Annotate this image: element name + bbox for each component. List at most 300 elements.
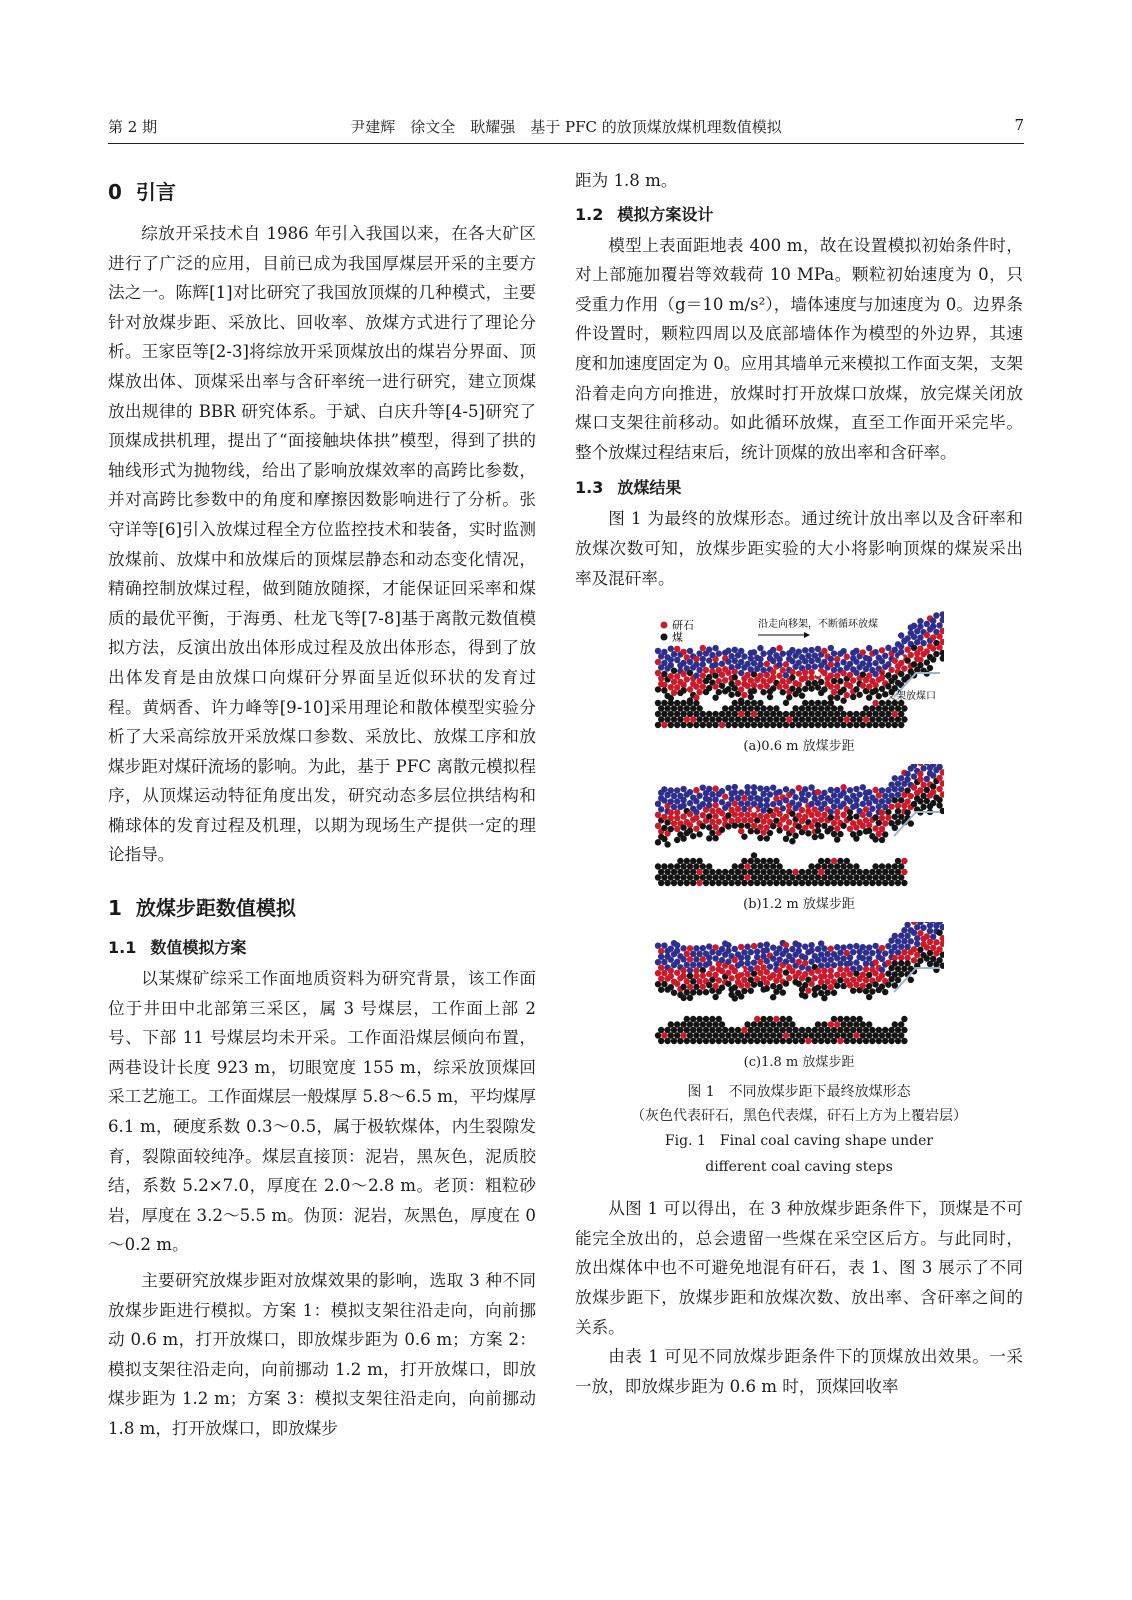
particle <box>892 658 898 664</box>
particle <box>767 830 773 836</box>
goaf-particle <box>882 1038 888 1044</box>
particle <box>885 661 891 667</box>
goaf-particle <box>674 700 680 706</box>
goaf-particle <box>773 716 779 722</box>
goaf-particle <box>754 869 760 875</box>
subcaption-c: (c)1.8 m 放煤步距 <box>743 1055 855 1071</box>
particle <box>709 966 715 972</box>
goaf-particle <box>879 711 885 717</box>
particle <box>840 801 846 807</box>
goaf-particle <box>706 874 712 880</box>
goaf-particle <box>796 722 802 728</box>
figure-caption-en-1: Fig. 1 Final coal caving shape under <box>664 1133 934 1150</box>
particle <box>904 922 910 928</box>
particle <box>719 968 725 974</box>
goaf-particle <box>728 880 734 886</box>
goaf-particle <box>738 700 744 706</box>
goaf-particle <box>751 711 757 717</box>
goaf-particle <box>872 1032 878 1038</box>
goaf-particle <box>837 1038 843 1044</box>
goaf-particle <box>658 716 664 722</box>
particle <box>898 960 904 966</box>
particle <box>828 984 834 990</box>
particle <box>668 984 674 990</box>
particle <box>655 812 661 818</box>
goaf-particle <box>716 869 722 875</box>
particle <box>872 943 878 949</box>
particle <box>671 990 677 996</box>
particle <box>725 686 731 692</box>
goaf-particle <box>853 863 859 869</box>
particle <box>860 972 866 978</box>
particle <box>748 988 754 994</box>
goaf-particle <box>780 1016 786 1022</box>
particle <box>882 831 888 837</box>
particle <box>738 790 744 796</box>
goaf-particle <box>821 1021 827 1027</box>
particle <box>882 820 888 826</box>
particle <box>892 775 898 781</box>
goaf-particle <box>831 869 837 875</box>
particle <box>661 786 667 792</box>
goaf-particle <box>773 705 779 711</box>
figure-caption-cn-note: （灰色代表矸石，黑色代表煤，矸石上方为上覆岩层） <box>631 1108 967 1125</box>
goaf-particle <box>866 722 872 728</box>
goaf-particle <box>722 1027 728 1033</box>
goaf-particle <box>802 711 808 717</box>
goaf-particle <box>706 1021 712 1027</box>
particle <box>796 682 802 688</box>
goaf-particle <box>876 869 882 875</box>
particle <box>860 983 866 989</box>
particle <box>700 973 706 979</box>
particle <box>668 968 674 974</box>
particle <box>802 971 808 977</box>
goaf-particle <box>799 880 805 886</box>
particle <box>744 683 750 689</box>
particle <box>725 981 731 987</box>
particle <box>815 646 821 652</box>
particle <box>872 798 878 804</box>
goaf-particle <box>722 880 728 886</box>
particle <box>828 809 834 815</box>
void-particle <box>899 655 904 660</box>
particle <box>786 819 792 825</box>
particle <box>789 827 795 833</box>
goaf-particle <box>738 1032 744 1038</box>
goaf-particle <box>837 705 843 711</box>
goaf-particle <box>655 700 661 706</box>
particle <box>668 673 674 679</box>
goaf-particle <box>671 1038 677 1044</box>
particle <box>770 945 776 951</box>
goaf-particle <box>712 722 718 728</box>
particle <box>776 662 782 668</box>
particle <box>885 798 891 804</box>
goaf-particle <box>840 1021 846 1027</box>
particle <box>712 673 718 679</box>
particle <box>712 786 718 792</box>
goaf-particle <box>863 880 869 886</box>
particle <box>674 815 680 821</box>
goaf-particle <box>824 1027 830 1033</box>
particle <box>719 985 725 991</box>
goaf-particle <box>872 700 878 706</box>
particle <box>658 976 664 982</box>
particle <box>706 960 712 966</box>
particle <box>712 797 718 803</box>
particle <box>661 836 667 842</box>
goaf-particle <box>767 705 773 711</box>
particle <box>821 968 827 974</box>
goaf-particle <box>898 722 904 728</box>
particle <box>812 664 818 670</box>
particle <box>808 812 814 818</box>
particle <box>680 671 686 677</box>
particle <box>684 978 690 984</box>
particle <box>671 793 677 799</box>
goaf-particle <box>661 722 667 728</box>
goaf-particle <box>773 1016 779 1022</box>
goaf-particle <box>751 863 757 869</box>
particle <box>684 951 690 957</box>
particle <box>853 982 859 988</box>
particle <box>901 938 907 944</box>
particle <box>879 983 885 989</box>
goaf-particle <box>770 863 776 869</box>
goaf-particle <box>837 716 843 722</box>
particle <box>668 657 674 663</box>
goaf-particle <box>757 711 763 717</box>
goaf-particle <box>850 869 856 875</box>
goaf-particle <box>815 700 821 706</box>
particle <box>879 809 885 815</box>
goaf-particle <box>850 1016 856 1022</box>
particle <box>840 659 846 665</box>
goaf-particle <box>741 705 747 711</box>
particle <box>879 837 885 843</box>
goaf-particle <box>844 869 850 875</box>
goaf-particle <box>824 716 830 722</box>
particle <box>834 673 840 679</box>
particle <box>680 967 686 973</box>
particle <box>687 686 693 692</box>
particle <box>888 667 894 673</box>
goaf-particle <box>719 1021 725 1027</box>
particle <box>940 952 944 958</box>
particle <box>892 786 898 792</box>
particle <box>732 789 738 795</box>
table-discussion-paragraph: 由表 1 可见不同放煤步距条件下的顶煤放出效果。一采一放，即放煤步距为 0.6 m 时，顶煤回收率 <box>575 1347 1023 1396</box>
goaf-particle <box>789 711 795 717</box>
goaf-particle <box>696 869 702 875</box>
goaf-particle <box>789 1032 795 1038</box>
particle <box>898 971 904 977</box>
particle <box>930 800 936 806</box>
particle <box>764 824 770 830</box>
goaf-particle <box>895 1038 901 1044</box>
particle <box>837 966 843 972</box>
goaf-particle <box>885 722 891 728</box>
goaf-particle <box>856 1016 862 1022</box>
particle <box>917 947 923 953</box>
particle <box>706 944 712 950</box>
particle <box>936 633 942 639</box>
particle <box>770 647 776 653</box>
particle <box>674 657 680 663</box>
particle <box>936 775 942 781</box>
particle <box>712 944 718 950</box>
particle <box>847 787 853 793</box>
goaf-particle <box>821 863 827 869</box>
particle <box>751 790 757 796</box>
particle <box>812 975 818 981</box>
particle <box>741 795 747 801</box>
particle <box>812 992 818 998</box>
particle <box>837 831 843 837</box>
goaf-particle <box>687 711 693 717</box>
goaf-particle <box>709 1027 715 1033</box>
particle <box>802 955 808 961</box>
particle <box>738 982 744 988</box>
goaf-particle <box>853 711 859 717</box>
particle <box>940 935 944 941</box>
particle <box>674 826 680 832</box>
particle <box>808 981 814 987</box>
goaf-particle <box>821 700 827 706</box>
goaf-particle <box>732 874 738 880</box>
section-0-heading: 0 引言 <box>108 180 176 204</box>
goaf-particle <box>853 1032 859 1038</box>
particle <box>869 806 875 812</box>
particle <box>706 647 712 653</box>
particle <box>831 990 837 996</box>
goaf-particle <box>760 1038 766 1044</box>
particle <box>668 662 674 668</box>
particle <box>696 989 702 995</box>
particle <box>885 645 891 651</box>
subcaption-a: (a)0.6 m 放煤步距 <box>743 739 855 755</box>
goaf-particle <box>757 874 763 880</box>
particle <box>828 661 834 667</box>
goaf-particle <box>767 880 773 886</box>
particle <box>879 658 885 664</box>
goaf-particle <box>690 1038 696 1044</box>
goaf-particle <box>732 863 738 869</box>
goaf-particle <box>885 874 891 880</box>
particle <box>872 649 878 655</box>
particle <box>860 649 866 655</box>
goaf-particle <box>674 1032 680 1038</box>
goaf-particle <box>850 716 856 722</box>
particle <box>805 792 811 798</box>
goaf-particle <box>767 869 773 875</box>
particle <box>847 971 853 977</box>
particle <box>834 684 840 690</box>
goaf-particle <box>844 858 850 864</box>
goaf-particle <box>700 722 706 728</box>
particle <box>735 795 741 801</box>
goaf-particle <box>744 722 750 728</box>
particle <box>719 810 725 816</box>
particle <box>783 786 789 792</box>
particle <box>940 780 944 786</box>
particle <box>706 955 712 961</box>
goaf-particle <box>892 711 898 717</box>
particle <box>744 812 750 818</box>
figure-discussion-paragraph: 从图 1 可以得出，在 3 种放煤步距条件下，顶煤是不可能完全放出的，总会遗留一些煤在采空区后方。与此同时，放出煤体中也不可避免地混有矸石，表 1、图 3 展示了不同放煤步距下，放煤步距和放煤次数、放出率、含矸率之间的关系。 <box>575 1199 1023 1337</box>
goaf-particle <box>658 880 664 886</box>
particle <box>847 798 853 804</box>
goaf-particle <box>728 869 734 875</box>
particle <box>824 951 830 957</box>
particle <box>789 811 795 817</box>
figure-caption-cn: 图 1 不同放煤步距下最终放煤形态 <box>687 1084 911 1101</box>
particle <box>690 978 696 984</box>
goaf-particle <box>786 1027 792 1033</box>
goaf-particle <box>738 722 744 728</box>
goaf-particle <box>661 700 667 706</box>
particle <box>700 812 706 818</box>
particle <box>860 801 866 807</box>
particle <box>853 659 859 665</box>
particle <box>706 685 712 691</box>
particle <box>808 942 814 948</box>
void-particle <box>816 671 821 676</box>
particle <box>895 781 901 787</box>
particle <box>738 686 744 692</box>
goaf-particle <box>866 874 872 880</box>
particle <box>668 787 674 793</box>
goaf-particle <box>760 858 766 864</box>
goaf-particle <box>754 1027 760 1033</box>
goaf-particle <box>888 705 894 711</box>
particle <box>895 949 901 955</box>
particle <box>687 995 693 1001</box>
particle <box>674 959 680 965</box>
goaf-particle <box>696 716 702 722</box>
particle <box>879 669 885 675</box>
goaf-particle <box>770 874 776 880</box>
particle <box>770 994 776 1000</box>
particle <box>924 955 930 961</box>
goaf-particle <box>751 722 757 728</box>
goaf-particle <box>901 1016 907 1022</box>
particle <box>674 787 680 793</box>
goaf-particle <box>895 869 901 875</box>
goaf-particle <box>828 863 834 869</box>
goaf-particle <box>818 716 824 722</box>
goaf-particle <box>882 880 888 886</box>
particle <box>898 933 904 939</box>
particle <box>834 695 840 701</box>
goaf-particle <box>863 705 869 711</box>
particle <box>898 660 904 666</box>
goaf-particle <box>831 858 837 864</box>
particle <box>696 831 702 837</box>
particle <box>661 682 667 688</box>
particle <box>802 647 808 653</box>
particle <box>860 823 866 829</box>
particle <box>940 628 944 634</box>
particle <box>802 686 808 692</box>
goaf-particle <box>712 1032 718 1038</box>
particle <box>719 827 725 833</box>
particle <box>744 971 750 977</box>
goaf-particle <box>655 722 661 728</box>
goaf-particle <box>888 1038 894 1044</box>
particle <box>728 975 734 981</box>
particle <box>904 944 910 950</box>
particle <box>690 951 696 957</box>
particle <box>856 965 862 971</box>
particle <box>741 817 747 823</box>
particle <box>872 814 878 820</box>
particle <box>821 995 827 1001</box>
particle <box>815 684 821 690</box>
goaf-particle <box>738 874 744 880</box>
particle <box>796 942 802 948</box>
particle <box>917 657 923 663</box>
particle <box>840 687 846 693</box>
section-1-3-heading: 1.3 放煤结果 <box>575 478 682 498</box>
particle <box>840 790 846 796</box>
particle <box>879 972 885 978</box>
particle <box>655 981 661 987</box>
goaf-particle <box>783 1032 789 1038</box>
particle <box>898 786 904 792</box>
goaf-particle <box>751 1021 757 1027</box>
goaf-particle <box>744 700 750 706</box>
particle <box>808 959 814 965</box>
particle <box>687 648 693 654</box>
particle <box>732 984 738 990</box>
goaf-particle <box>818 869 824 875</box>
particle <box>671 804 677 810</box>
goaf-particle <box>680 711 686 717</box>
goaf-particle <box>661 863 667 869</box>
particle <box>914 941 920 947</box>
goaf-particle <box>901 716 907 722</box>
goaf-particle <box>693 1032 699 1038</box>
goaf-particle <box>722 1038 728 1044</box>
particle <box>828 946 834 952</box>
goaf-particle <box>655 711 661 717</box>
goaf-particle <box>684 880 690 886</box>
goaf-particle <box>869 1027 875 1033</box>
goaf-particle <box>776 722 782 728</box>
goaf-particle <box>847 1021 853 1027</box>
particle <box>709 791 715 797</box>
goaf-particle <box>796 1032 802 1038</box>
particle <box>872 981 878 987</box>
particle <box>815 968 821 974</box>
particle <box>712 645 718 651</box>
particle <box>866 944 872 950</box>
particle <box>930 934 936 940</box>
particle <box>824 962 830 968</box>
particle <box>821 686 827 692</box>
goaf-particle <box>770 722 776 728</box>
legend-coal-dot <box>661 634 668 641</box>
goaf-particle <box>754 1038 760 1044</box>
goaf-particle <box>805 716 811 722</box>
particle <box>735 806 741 812</box>
particle <box>892 955 898 961</box>
goaf-particle <box>703 1038 709 1044</box>
goaf-particle <box>776 863 782 869</box>
particle <box>680 649 686 655</box>
